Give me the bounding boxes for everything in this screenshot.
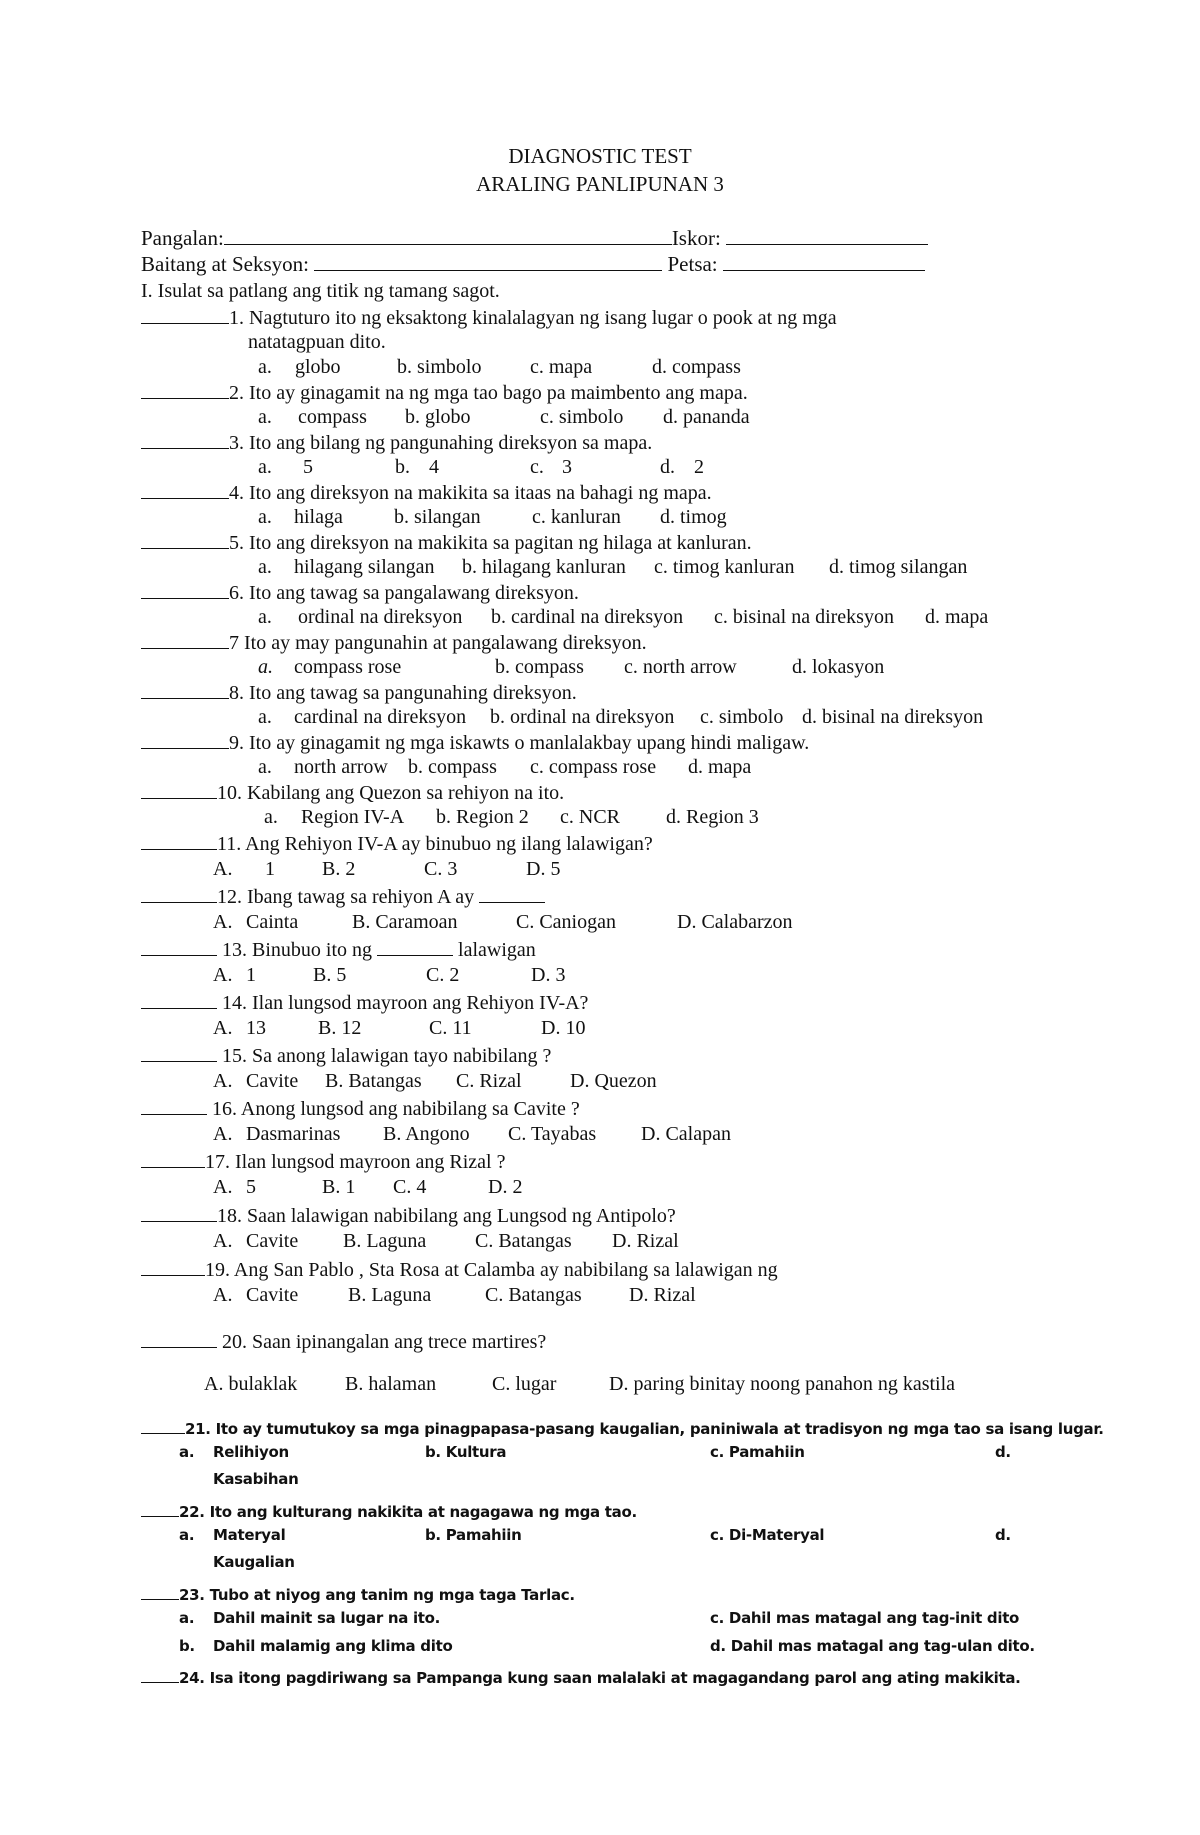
choice: b. ordinal na direksyon (490, 706, 675, 728)
question-10: 10. Kabilang ang Quezon sa rehiyon na ito. (141, 782, 564, 803)
choice: c. compass rose (530, 756, 657, 778)
question-19: 19. Ang San Pablo , Sta Rosa at Calamba ay nabibilang sa lalawigan ng (141, 1259, 778, 1280)
inline-blank[interactable] (377, 939, 453, 956)
choice-letter: a. (258, 706, 272, 728)
choice: Dahil malamig ang klima dito (213, 1637, 453, 1655)
choice: d. compass (652, 356, 741, 378)
grade-blank[interactable] (314, 254, 662, 271)
choice: c. Di-Materyal (710, 1526, 825, 1544)
choice: B. Laguna (343, 1230, 427, 1252)
choice: b. Pamahiin (425, 1526, 522, 1544)
choice: c. kanluran (532, 506, 621, 528)
choice-letter: b. (395, 456, 410, 478)
choice: Materyal (213, 1526, 286, 1544)
answer-blank-14[interactable] (141, 992, 217, 1009)
choice-letter: A. (213, 1230, 233, 1252)
question-17: 17. Ilan lungsod mayroon ang Rizal ? (141, 1151, 506, 1172)
question-18: 18. Saan lalawigan nabibilang ang Lungsod ng Antipolo? (141, 1205, 676, 1226)
date-blank[interactable] (723, 254, 925, 271)
choice-letter: A. (213, 858, 233, 880)
choice: b. Kultura (425, 1443, 507, 1461)
answer-blank-15[interactable] (141, 1045, 217, 1062)
choice-letter: a. (179, 1609, 195, 1627)
choice-letter: d. (995, 1526, 1011, 1544)
choice-letter: A. (213, 911, 233, 933)
answer-blank-2[interactable] (141, 382, 229, 399)
answer-blank-11[interactable] (141, 833, 217, 850)
name-field[interactable] (141, 228, 928, 249)
question-3: 3. Ito ang bilang ng pangunahing direksyon sa mapa. (141, 432, 652, 453)
choice: D. Calapan (641, 1123, 731, 1145)
choice: b. silangan (394, 506, 481, 528)
answer-blank-18[interactable] (141, 1205, 217, 1222)
choice-letter: a. (258, 456, 272, 478)
choice-letter: c. (530, 456, 544, 478)
choice: 13 (246, 1017, 266, 1039)
answer-blank-23[interactable] (141, 1583, 179, 1600)
choice: B. Caramoan (352, 911, 458, 933)
choice: D. 5 (526, 858, 561, 880)
answer-blank-22[interactable] (141, 1500, 179, 1517)
choice-letter: a. (258, 606, 272, 628)
choice: A. bulaklak (204, 1373, 298, 1395)
answer-blank-3[interactable] (141, 432, 229, 449)
choice: cardinal na direksyon (294, 706, 467, 728)
question-14: 14. Ilan lungsod mayroon ang Rehiyon IV-A? (141, 992, 588, 1013)
choice: compass (298, 406, 367, 428)
choice: B. Angono (383, 1123, 470, 1145)
question-15: 15. Sa anong lalawigan tayo nabibilang ? (141, 1045, 551, 1066)
choice: 3 (562, 456, 572, 478)
choice: c. Pamahiin (710, 1443, 805, 1461)
choice-letter: a. (264, 806, 278, 828)
choice: B. Batangas (325, 1070, 422, 1092)
choice: b. compass (495, 656, 584, 678)
answer-blank-10[interactable] (141, 782, 217, 799)
choice-letter: A. (213, 1017, 233, 1039)
choice-letter: d. (995, 1443, 1011, 1461)
choice: D. Calabarzon (677, 911, 793, 933)
choice: Region IV-A (301, 806, 405, 828)
answer-blank-16[interactable] (141, 1098, 207, 1115)
answer-blank-6[interactable] (141, 582, 229, 599)
question-2: 2. Ito ay ginagamit na ng mga tao bago pa maimbento ang mapa. (141, 382, 748, 403)
choice: B. 12 (318, 1017, 362, 1039)
choice: C. Batangas (485, 1284, 582, 1306)
choice-letter: a. (179, 1443, 195, 1461)
choice: c. NCR (560, 806, 620, 828)
choice: globo (295, 356, 341, 378)
answer-blank-4[interactable] (141, 482, 229, 499)
choice: D. Quezon (570, 1070, 657, 1092)
grade-field[interactable] (141, 254, 925, 275)
question-21: 21. Ito ay tumutukoy sa mga pinagpapasa-pasang kaugalian, paniniwala at tradisyon ng mga tao sa isang lugar. (141, 1417, 1104, 1437)
choice: d. pananda (663, 406, 750, 428)
question-9: 9. Ito ay ginagamit ng mga iskawts o manlalakbay upang hindi maligaw. (141, 732, 809, 753)
question-1-cont: natatagpuan dito. (248, 331, 386, 353)
name-blank[interactable] (224, 228, 672, 245)
answer-blank-17[interactable] (141, 1151, 205, 1168)
choice: d. bisinal na direksyon (802, 706, 984, 728)
choice: b. simbolo (397, 356, 482, 378)
choice: d. Dahil mas matagal ang tag-ulan dito. (710, 1637, 1035, 1655)
choice: north arrow (294, 756, 388, 778)
answer-blank-9[interactable] (141, 732, 229, 749)
question-16: 16. Anong lungsod ang nabibilang sa Cavite ? (141, 1098, 580, 1119)
choice: 5 (303, 456, 313, 478)
question-24: 24. Isa itong pagdiriwang sa Pampanga kung saan malalaki at magagandang parol ang ating makikita. (141, 1666, 1021, 1686)
choice: b. hilagang kanluran (462, 556, 626, 578)
choice: B. Laguna (348, 1284, 432, 1306)
question-6: 6. Ito ang tawag sa pangalawang direksyon. (141, 582, 579, 603)
score-label: Iskor: (671, 226, 721, 250)
choice: 5 (246, 1176, 256, 1198)
choice: c. simbolo (700, 706, 784, 728)
choice: D. Rizal (612, 1230, 679, 1252)
choice: 4 (429, 456, 439, 478)
choice-letter: A. (213, 1284, 233, 1306)
question-11: 11. Ang Rehiyon IV-A ay binubuo ng ilang lalawigan? (141, 833, 653, 854)
question-22: 22. Ito ang kulturang nakikita at nagagawa ng mga tao. (141, 1500, 637, 1520)
choice: 1 (246, 964, 256, 986)
grade-label: Baitang at Seksyon: (141, 252, 309, 276)
choice: D. Rizal (629, 1284, 696, 1306)
instruction: I. Isulat sa patlang ang titik ng tamang sagot. (141, 280, 500, 302)
choice: D. paring binitay noong panahon ng kastila (609, 1373, 956, 1395)
question-5: 5. Ito ang direksyon na makikita sa pagitan ng hilaga at kanluran. (141, 532, 752, 553)
choice-letter: a. (258, 556, 272, 578)
choice-letter: a. (258, 756, 272, 778)
choice: b. Region 2 (436, 806, 529, 828)
answer-blank-13[interactable] (141, 939, 217, 956)
choice: B. 2 (322, 858, 356, 880)
choice-letter: b. (179, 1637, 195, 1655)
choice: c. bisinal na direksyon (714, 606, 894, 628)
answer-blank-20[interactable] (141, 1331, 217, 1348)
choice-letter: a. (258, 406, 272, 428)
choice: B. 5 (313, 964, 347, 986)
answer-blank-12[interactable] (141, 886, 217, 903)
choice: b. globo (405, 406, 471, 428)
question-4: 4. Ito ang direksyon na makikita sa itaas na bahagi ng mapa. (141, 482, 712, 503)
choice: Cavite (246, 1230, 299, 1252)
choice: d. timog silangan (829, 556, 968, 578)
question-8: 8. Ito ang tawag sa pangunahing direksyon. (141, 682, 577, 703)
choice: C. 2 (426, 964, 460, 986)
question-13: 13. Binubuo ito ng lalawigan (141, 939, 536, 960)
choice: ordinal na direksyon (298, 606, 463, 628)
choice-letter: A. (213, 1176, 233, 1198)
choice: d. mapa (688, 756, 752, 778)
choice: C. Tayabas (508, 1123, 597, 1145)
choice: d. lokasyon (792, 656, 885, 678)
choice: C. 4 (393, 1176, 427, 1198)
answer-blank-8[interactable] (141, 682, 229, 699)
inline-blank[interactable] (479, 886, 545, 903)
choice: Dahil mainit sa lugar na ito. (213, 1609, 441, 1627)
question-23: 23. Tubo at niyog ang tanim ng mga taga Tarlac. (141, 1583, 575, 1603)
choice: Cavite (246, 1070, 299, 1092)
choice: hilagang silangan (294, 556, 435, 578)
choice: hilaga (294, 506, 343, 528)
date-label: Petsa: (667, 252, 718, 276)
choice: Kasabihan (213, 1470, 299, 1488)
answer-blank-19[interactable] (141, 1259, 205, 1276)
choice: b. compass (408, 756, 497, 778)
choice-letter: a. (258, 356, 272, 378)
choice: Kaugalian (213, 1553, 295, 1571)
choice: Dasmarinas (246, 1123, 341, 1145)
choice-letter: A. (213, 964, 233, 986)
name-label: Pangalan: (141, 226, 224, 250)
answer-blank-21[interactable] (141, 1417, 185, 1434)
answer-blank-7[interactable] (141, 632, 229, 649)
choice: C. 3 (424, 858, 458, 880)
choice: c. simbolo (540, 406, 624, 428)
choice: Relihiyon (213, 1443, 289, 1461)
choice: d. timog (660, 506, 727, 528)
answer-blank-24[interactable] (141, 1666, 179, 1683)
answer-blank-1[interactable] (141, 307, 229, 324)
choice-letter: A. (213, 1123, 233, 1145)
choice: 2 (694, 456, 704, 478)
answer-blank-5[interactable] (141, 532, 229, 549)
choice: d. Region 3 (666, 806, 759, 828)
choice: b. cardinal na direksyon (491, 606, 684, 628)
choice: D. 2 (488, 1176, 523, 1198)
choice: c. mapa (530, 356, 593, 378)
choice-letter: a. (258, 506, 272, 528)
choice: C. Caniogan (516, 911, 616, 933)
choice: B. 1 (322, 1176, 356, 1198)
question-12: 12. Ibang tawag sa rehiyon A ay (141, 886, 545, 907)
choice: C. 11 (429, 1017, 472, 1039)
choice: D. 10 (541, 1017, 586, 1039)
choice: c. timog kanluran (654, 556, 795, 578)
page-subtitle: ARALING PANLIPUNAN 3 (476, 172, 724, 196)
choice: C. Batangas (475, 1230, 572, 1252)
choice-letter: a. (258, 656, 273, 678)
choice: B. halaman (345, 1373, 437, 1395)
page-title: DIAGNOSTIC TEST (508, 144, 692, 168)
choice: 1 (265, 858, 275, 880)
choice: compass rose (294, 656, 402, 678)
choice: d. mapa (925, 606, 989, 628)
question-7: 7 Ito ay may pangunahin at pangalawang direksyon. (141, 632, 647, 653)
choice: D. 3 (531, 964, 566, 986)
choice: Cainta (246, 911, 299, 933)
choice-letter: d. (660, 456, 675, 478)
choice: Cavite (246, 1284, 299, 1306)
choice-letter: A. (213, 1070, 233, 1092)
choice: C. lugar (492, 1373, 557, 1395)
choice: c. north arrow (624, 656, 737, 678)
score-blank[interactable] (726, 228, 928, 245)
choice-letter: a. (179, 1526, 195, 1544)
choice: C. Rizal (456, 1070, 522, 1092)
question-1: 1. Nagtuturo ito ng eksaktong kinalalagyan ng isang lugar o pook at ng mga (141, 307, 837, 328)
choice: c. Dahil mas matagal ang tag-init dito (710, 1609, 1020, 1627)
question-20: 20. Saan ipinangalan ang trece martires? (141, 1331, 546, 1352)
